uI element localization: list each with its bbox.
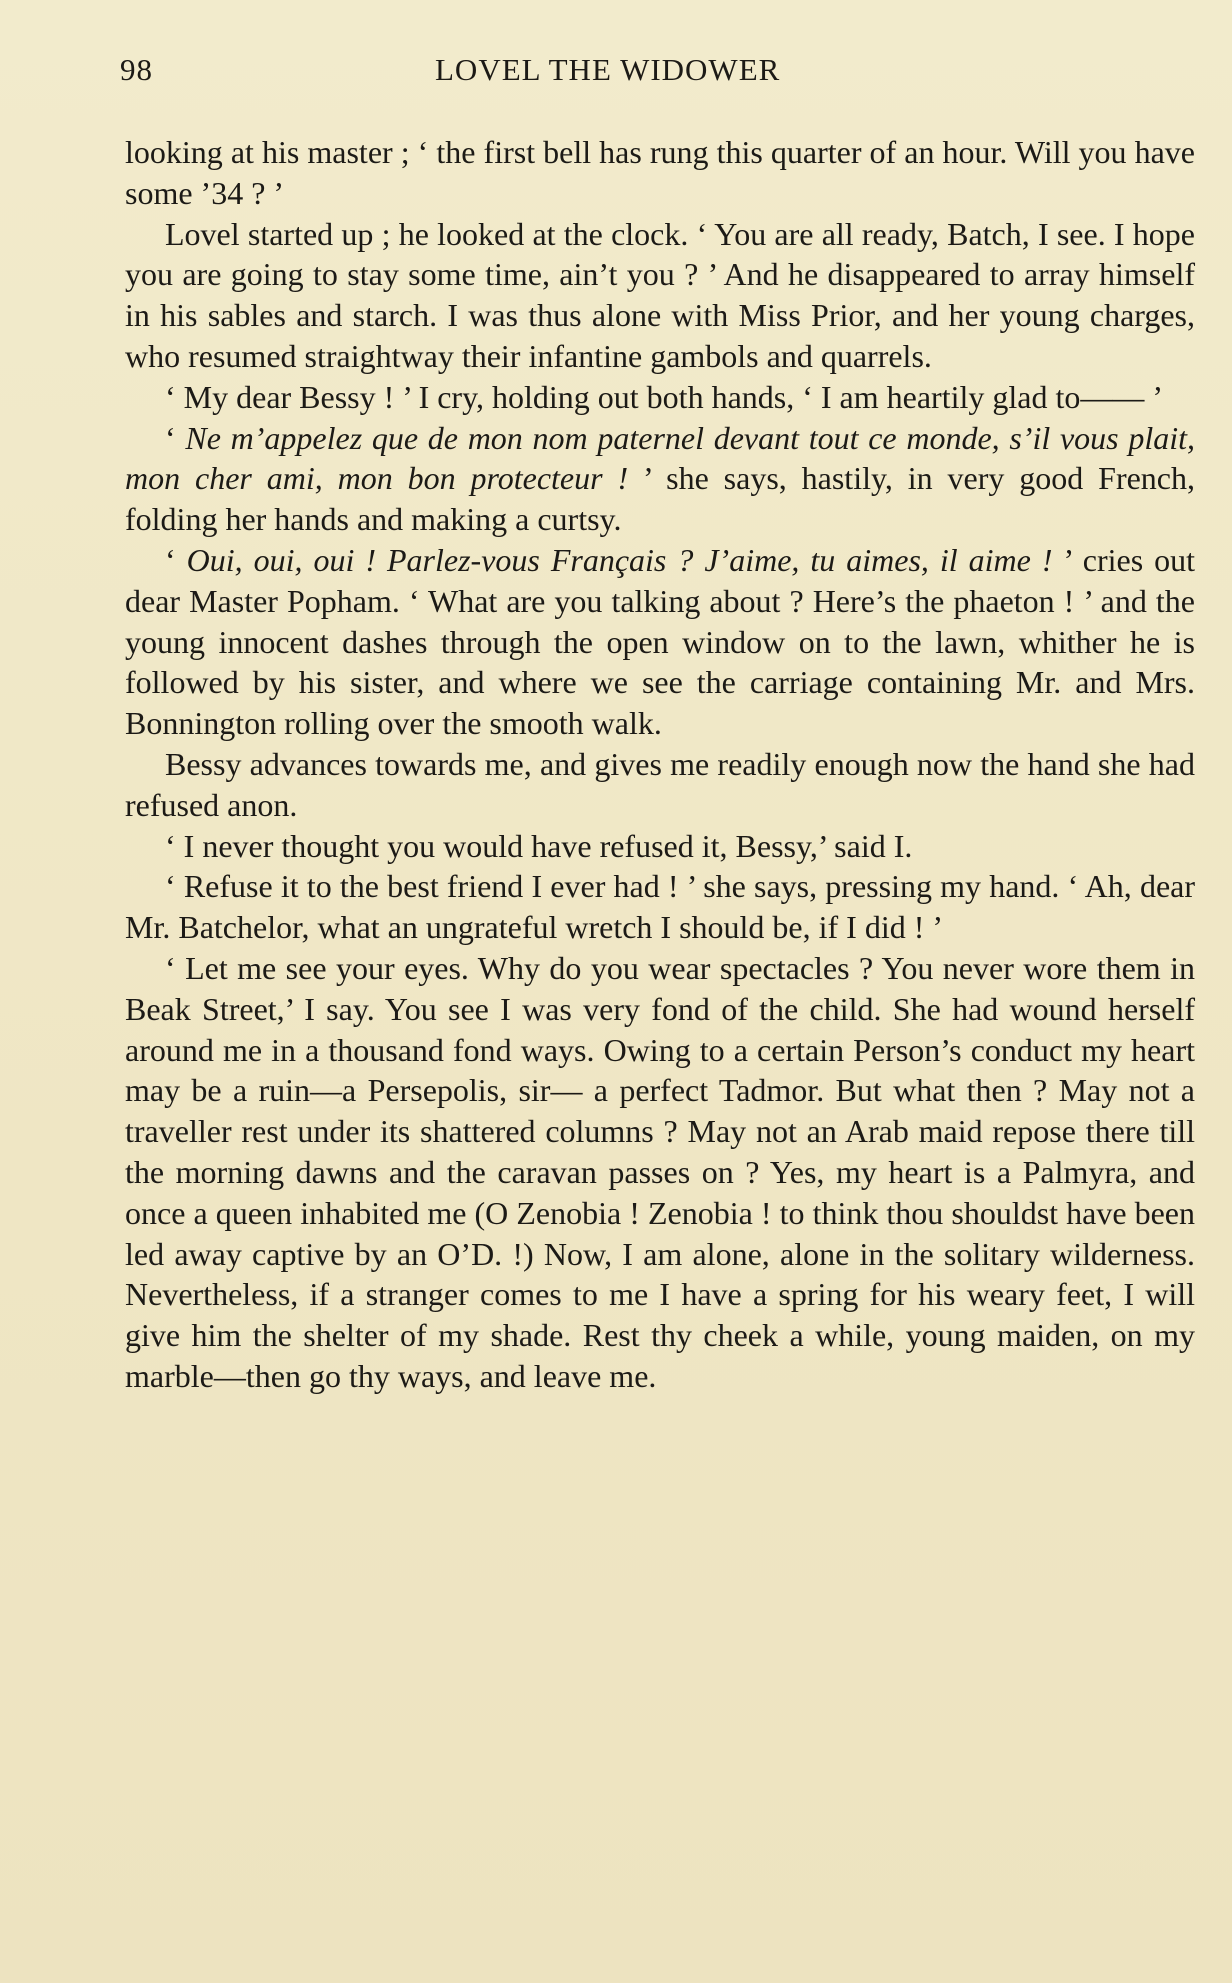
- paragraph-1: looking at his master ; ‘ the first bell has rung this quarter of an hour. Will you have some ’34 ? ’: [125, 134, 1195, 211]
- body-text: [125, 132, 1195, 1397]
- paragraph-8: ‘ Refuse it to the best friend I ever had ! ’ she says, pressing my hand. ‘ Ah, dear Mr. Batchelor, what an ungrateful wretch I should be, if I did ! ’: [125, 868, 1195, 946]
- running-head: [120, 52, 1195, 94]
- paragraph-5-rest: ’ cries out dear Master Popham. ‘ What are you talking about ? Here’s the phaeton ! ’ and the young innocent dashes through the open window on to the lawn, whither he is followed by his sister, and where we see the carriage containing Mr. and Mrs. Bonnington rolling over the smooth walk.: [125, 541, 1196, 742]
- french-quote: Ne m’appelez que de mon nom paternel devant tout ce monde, s’il vous plait, mon cher ami, mon bon protecteur !: [125, 419, 1196, 497]
- french-quote: Oui, oui, oui ! Parlez-vous Français ? J’aime, tu aimes, il aime !: [186, 541, 1053, 578]
- paragraph-4: [125, 418, 1195, 540]
- paragraph-2: Lovel started up ; he looked at the clock. ‘ You are all ready, Batch, I see. I hope you are going to stay some time, ain’t you ? ’ And he disappeared to array himself in his sables and starch. I was thus alone with Miss Prior, and her young charges, who resumed straightway their infantine gambols and quarrels.: [125, 215, 1195, 374]
- paragraph-5: [125, 540, 1195, 744]
- quote-open: ‘: [165, 419, 186, 456]
- paragraph-9: ‘ Let me see your eyes. Why do you wear spectacles ? You never wore them in Beak Street,’ I say. You see I was very fond of the child. She had wound herself around me in a thousand fond ways. Owing to a certain Person’s conduct my heart may be a ruin—a Persepolis, sir— a perfect Tadmor. But what then ? May not a traveller rest under its shattered columns ? May not an Arab maid repose there till the morning dawns and the caravan passes on ? Yes, my heart is a Palmyra, and once a queen inhabited me (O Zenobia ! Zenobia ! to think thou shouldst have been led away captive by an O’D. !) Now, I am alone, alone in the solitary wilderness. Nevertheless, if a stranger comes to me I have a spring for his weary feet, I will give him the shelter of my shade. Rest thy cheek a while, young maiden, on my marble—then go thy ways, and leave me.: [125, 949, 1195, 1394]
- quote-open: ‘: [165, 541, 187, 578]
- paragraph-4-rest: ’ she says, hastily, in very good French, folding her hands and making a curtsy.: [125, 460, 1195, 538]
- paragraph-3: ‘ My dear Bessy ! ’ I cry, holding out both hands, ‘ I am heartily glad to—— ’: [165, 378, 1163, 415]
- page-number: 98: [120, 52, 153, 87]
- paragraph-6: Bessy advances towards me, and gives me readily enough now the hand she had refused anon.: [125, 745, 1195, 823]
- running-title: LOVEL THE WIDOWER: [435, 52, 781, 87]
- paragraph-7: ‘ I never thought you would have refused it, Bessy,’ said I.: [165, 827, 913, 864]
